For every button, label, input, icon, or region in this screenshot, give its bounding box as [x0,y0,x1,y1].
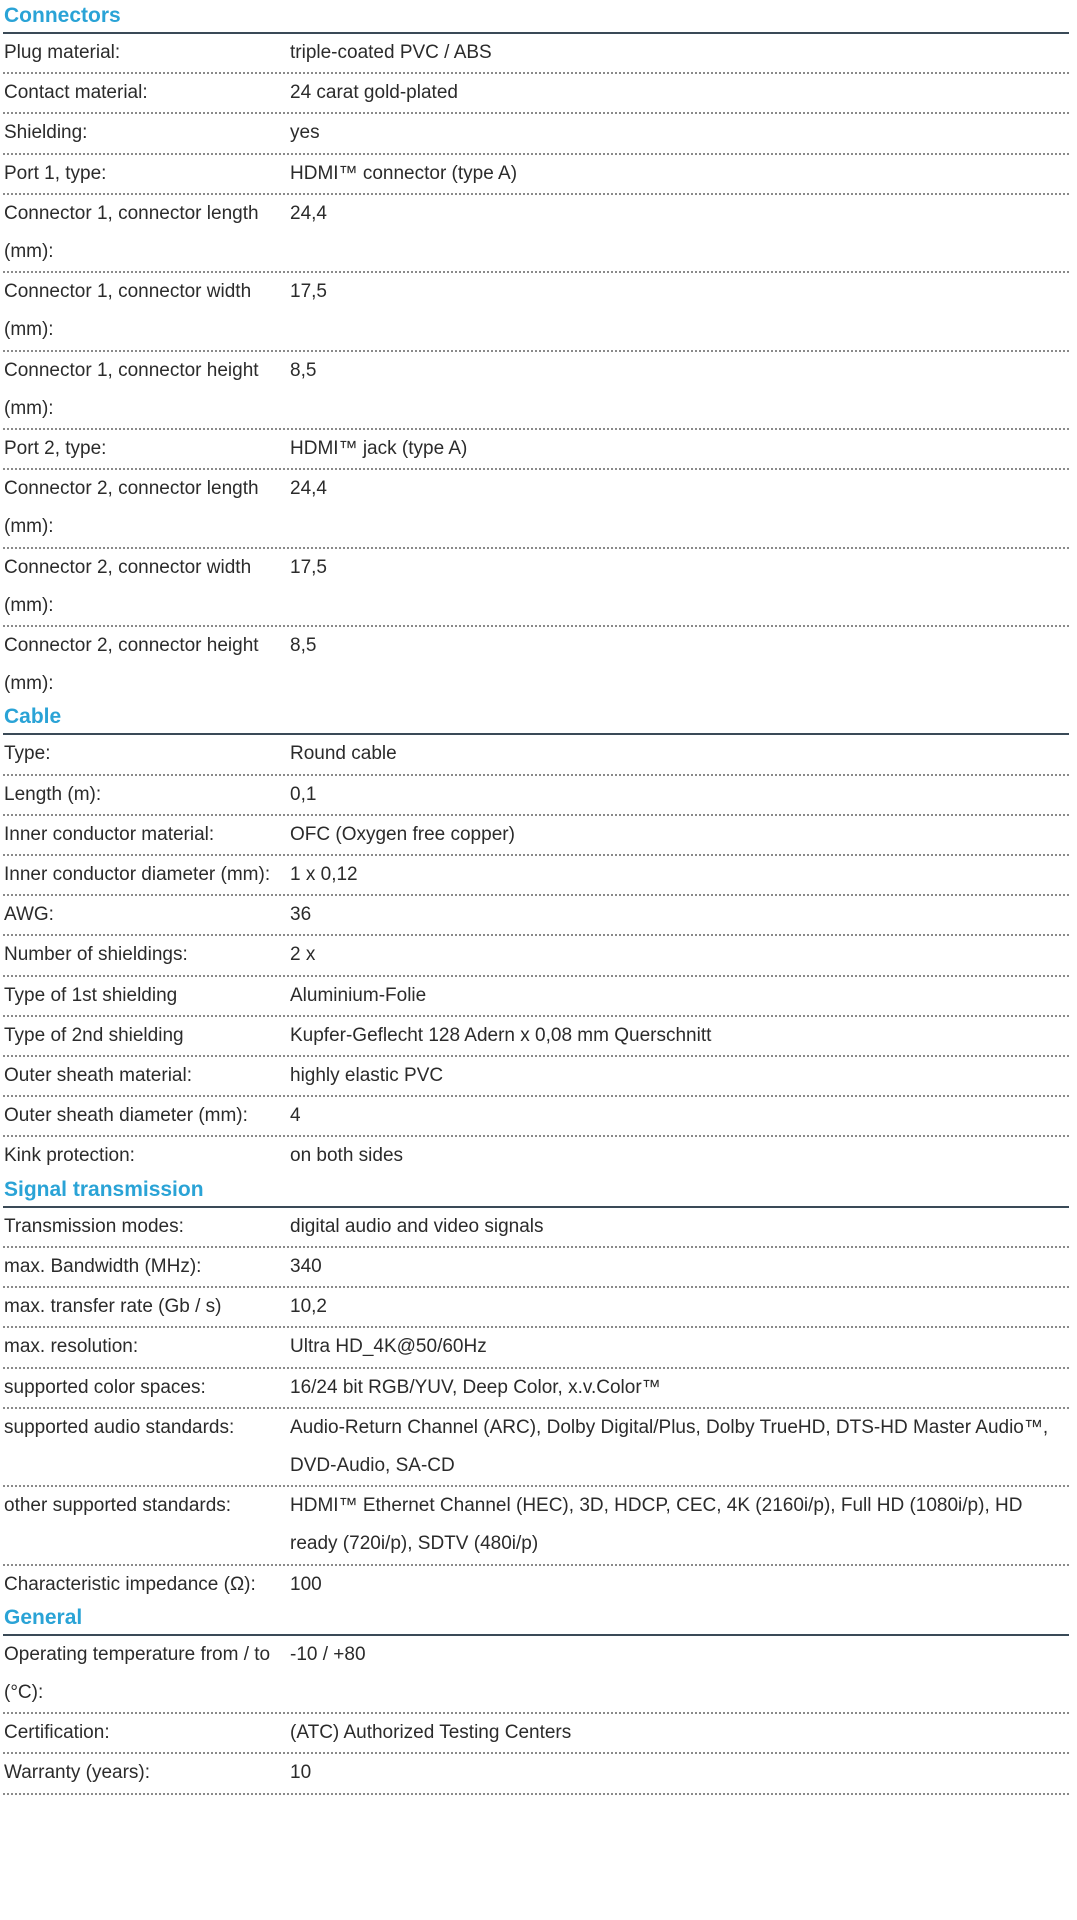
spec-value: 24 carat gold-plated [290,82,458,104]
spec-value: yes [290,122,320,144]
spec-row [3,856,1069,896]
spec-value: 340 [290,1255,322,1277]
spec-value: 1 x 0,12 [290,864,358,886]
spec-label: Warranty (years): [4,1762,151,1784]
spec-value: 36 [290,904,312,926]
spec-label: other supported standards: [4,1495,232,1517]
spec-label: Characteristic impedance (Ω): [4,1573,256,1595]
spec-value: (ATC) Authorized Testing Centers [290,1722,572,1744]
spec-value: HDMI™ jack (type A) [290,438,468,460]
spec-value: -10 / +80 [290,1643,366,1665]
spec-value: OFC (Oxygen free copper) [290,823,515,845]
spec-row [3,1097,1069,1137]
spec-row [3,1137,1069,1175]
spec-label: Outer sheath material: [4,1065,192,1087]
spec-row [3,1017,1069,1057]
spec-label: Type: [4,743,51,765]
spec-label: AWG: [4,904,54,926]
spec-row [3,1057,1069,1097]
section-connectors [3,2,1069,703]
spec-row [3,896,1069,936]
spec-value: 17,5 [290,556,327,578]
spec-row [3,1369,1069,1409]
spec-label: Connector 2, connector length (mm): [4,478,259,538]
spec-value: highly elastic PVC [290,1065,444,1087]
spec-value: Kupfer-Geflecht 128 Adern x 0,08 mm Querschnitt [290,1024,712,1046]
spec-value: triple-coated PVC / ABS [290,42,492,63]
spec-label: supported color spaces: [4,1376,206,1398]
spec-row [3,627,1069,703]
spec-value: Aluminium-Folie [290,984,427,1006]
spec-row [3,1208,1069,1248]
spec-row [3,34,1069,74]
spec-value: 16/24 bit RGB/YUV, Deep Color, x.v.Color™ [290,1376,661,1398]
section-title: Cable [3,703,1069,735]
spec-row [3,1288,1069,1328]
spec-row [3,352,1069,430]
spec-value: HDMI™ connector (type A) [290,162,518,184]
spec-value: 10,2 [290,1296,327,1318]
section-title: Signal transmission [3,1176,1069,1208]
spec-label: supported audio standards: [4,1416,235,1438]
spec-label: Type of 1st shielding [4,984,178,1006]
spec-row [3,816,1069,856]
spec-label: Port 1, type: [4,162,107,184]
spec-value: 100 [290,1573,322,1595]
spec-row [3,1714,1069,1754]
spec-value: 8,5 [290,635,317,657]
section-cable [3,703,1069,1175]
spec-value: Ultra HD_4K@50/60Hz [290,1336,487,1358]
spec-row [3,1248,1069,1288]
spec-label: Certification: [4,1722,110,1744]
spec-label: max. resolution: [4,1336,139,1358]
spec-value: digital audio and video signals [290,1215,544,1237]
spec-row [3,735,1069,775]
section-title: Connectors [3,2,1069,34]
spec-row [3,936,1069,976]
spec-label: Contact material: [4,82,148,104]
spec-row [3,1487,1069,1565]
spec-row [3,155,1069,195]
spec-value: on both sides [290,1145,404,1167]
spec-row [3,470,1069,548]
spec-row [3,114,1069,154]
spec-value: 17,5 [290,281,327,303]
spec-row [3,1754,1069,1794]
spec-row [3,1328,1069,1368]
spec-value: 8,5 [290,359,317,381]
spec-label: Operating temperature from / to (°C): [4,1643,271,1703]
spec-row [3,430,1069,470]
spec-row [3,549,1069,627]
spec-value: 10 [290,1762,312,1784]
spec-row [3,1566,1069,1604]
spec-value: 4 [290,1105,301,1127]
spec-row [3,776,1069,816]
spec-value: Round cable [290,743,397,765]
spec-label: Type of 2nd shielding [4,1024,184,1046]
spec-value: 24,4 [290,478,327,500]
spec-label: Plug material: [4,42,121,63]
spec-label: Connector 1, connector height (mm): [4,359,259,419]
spec-value: HDMI™ Ethernet Channel (HEC), 3D, HDCP, CEC, 4K (2160i/p), Full HD (1080i/p), HD ready (720i/p), SDTV (480i/p) [290,1495,1023,1555]
section-general [3,1604,1069,1795]
spec-row [3,1409,1069,1487]
spec-label: Connector 1, connector length (mm): [4,202,259,263]
spec-label: Connector 2, connector height (mm): [4,635,259,695]
section-title: General [3,1604,1069,1636]
spec-label: Outer sheath diameter (mm): [4,1105,248,1127]
spec-row [3,977,1069,1017]
spec-label: max. Bandwidth (MHz): [4,1255,202,1277]
spec-label: Kink protection: [4,1145,135,1167]
spec-label: Inner conductor material: [4,823,215,845]
spec-row [3,273,1069,351]
spec-label: Shielding: [4,122,88,144]
spec-label: Port 2, type: [4,438,107,460]
spec-label: Transmission modes: [4,1215,184,1237]
spec-value: 0,1 [290,783,317,805]
spec-label: Connector 1, connector width (mm): [4,281,252,341]
spec-value: 24,4 [290,202,327,224]
spec-row [3,74,1069,114]
spec-label: Number of shieldings: [4,944,188,966]
spec-label: Inner conductor diameter (mm): [4,864,271,886]
spec-row [3,1636,1069,1714]
spec-label: Connector 2, connector width (mm): [4,556,252,616]
section-signal-transmission [3,1176,1069,1604]
spec-label: max. transfer rate (Gb / s) [4,1296,222,1318]
spec-label: Length (m): [4,783,102,805]
spec-row [3,195,1069,273]
spec-value: Audio-Return Channel (ARC), Dolby Digital/Plus, Dolby TrueHD, DTS-HD Master Audio™, DVD-Audio, SA-CD [290,1416,1049,1476]
spec-value: 2 x [290,944,316,966]
